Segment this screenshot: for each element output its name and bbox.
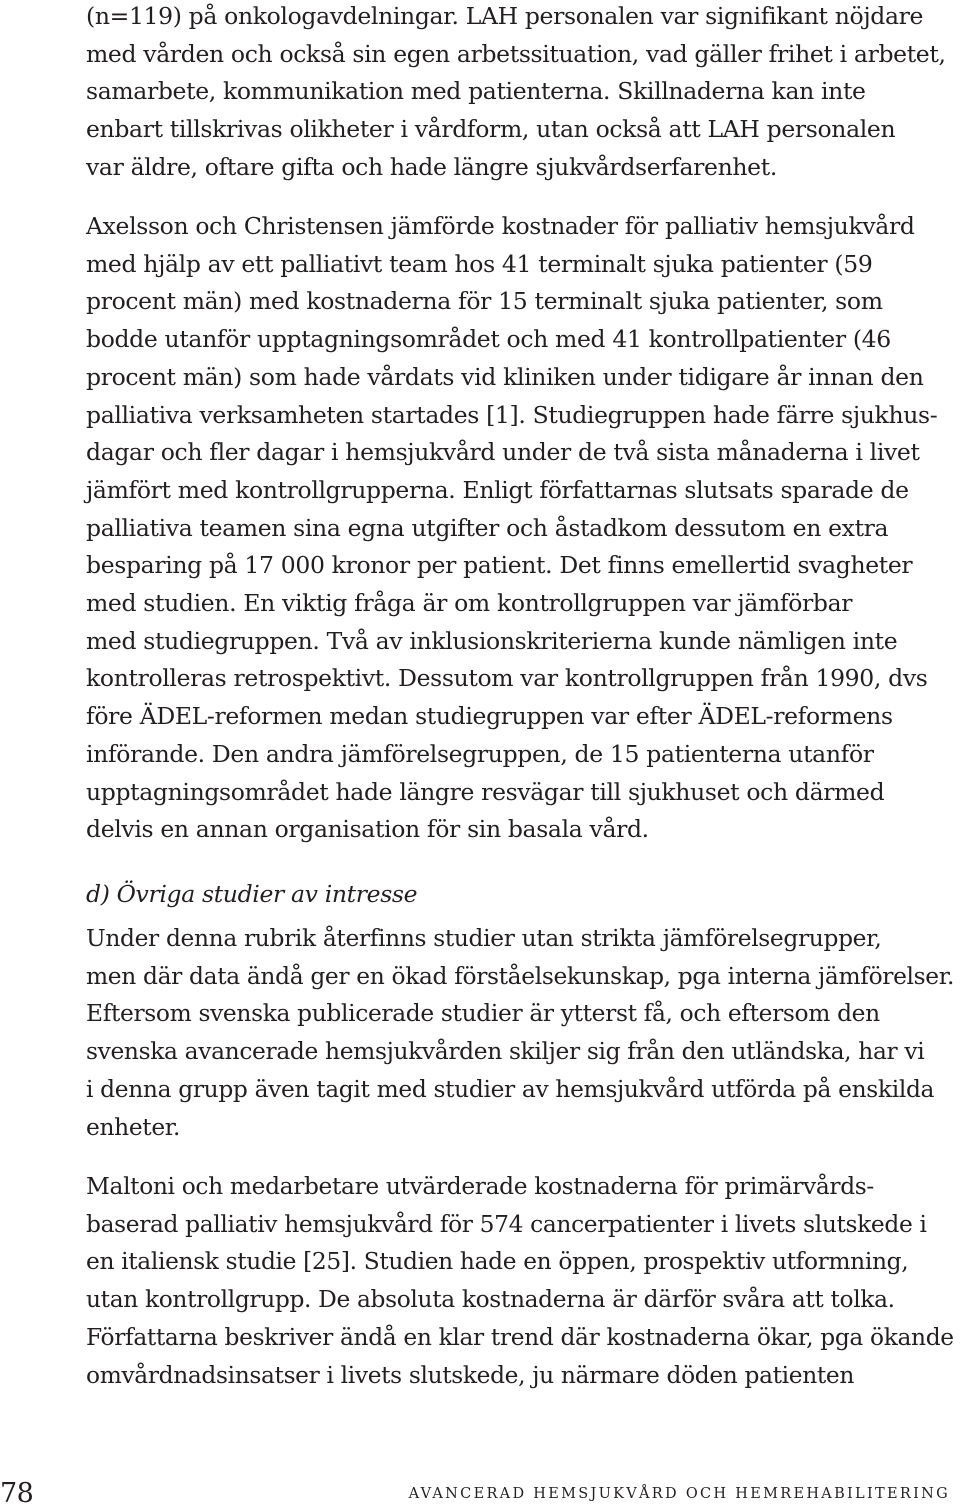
text-line: införande. Den andra jämförelsegruppen, de 15 patienterna utanför bbox=[86, 739, 874, 768]
text-line: med vården och också sin egen arbetssituation, vad gäller frihet i arbetet, bbox=[86, 39, 946, 68]
running-title: AVANCERAD HEMSJUKVÅRD OCH HEMREHABILITERING bbox=[408, 1486, 950, 1502]
text-line: Maltoni och medarbetare utvärderade kostnaderna för primärvårds- bbox=[86, 1172, 874, 1200]
text-line: jämfört med kontrollgrupperna. Enligt författarnas slutsats sparade de bbox=[86, 475, 909, 504]
text-line: procent män) som hade vårdats vid kliniken under tidigare år innan den bbox=[86, 362, 924, 391]
text-line: Författarna beskriver ändå en klar trend där kostnaderna ökar, pga ökande bbox=[86, 1322, 954, 1351]
page-number: 78 bbox=[0, 1478, 34, 1509]
text-line: palliativa verksamheten startades [1]. Studiegruppen hade färre sjukhus- bbox=[86, 400, 938, 429]
text-line: i denna grupp även tagit med studier av hemsjukvård utförda på enskilda bbox=[86, 1074, 935, 1103]
text-line: samarbete, kommunikation med patienterna. Skillnaderna kan inte bbox=[86, 77, 866, 106]
text-line: med studien. En viktig fråga är om kontrollgruppen var jämförbar bbox=[86, 589, 853, 618]
paragraph-ovriga bbox=[86, 920, 960, 1146]
text-line: Under denna rubrik återfinns studier utan strikta jämförelsegrupper, bbox=[86, 924, 882, 952]
text-line: enbart tillskrivas olikheter i vårdform, utan också att LAH personalen bbox=[86, 115, 896, 144]
text-line: bodde utanför upptagningsområdet och med 41 kontrollpatienter (46 bbox=[86, 325, 891, 354]
text-line: dagar och fler dagar i hemsjukvård under de två sista månaderna i livet bbox=[86, 438, 920, 467]
paragraph-axelsson bbox=[86, 208, 937, 849]
text-line: en italiensk studie [25]. Studien hade en öppen, prospektiv utformning, bbox=[86, 1247, 909, 1276]
text-line: (n=119) på onkologavdelningar. LAH personalen var signifikant nöjdare bbox=[86, 2, 924, 30]
text-line: procent män) med kostnaderna för 15 terminalt sjuka patienter, som bbox=[86, 287, 883, 316]
text-line: kontrolleras retrospektivt. Dessutom var kontrollgruppen från 1990, dvs bbox=[86, 664, 928, 693]
text-line: med hjälp av ett palliativt team hos 41 terminalt sjuka patienter (59 bbox=[86, 249, 873, 278]
text-line: Eftersom svenska publicerade studier är ytterst få, och eftersom den bbox=[86, 999, 880, 1028]
text-line: med studiegruppen. Två av inklusionskriterierna kunde nämligen inte bbox=[86, 626, 898, 655]
paragraph-maltoni bbox=[86, 1168, 960, 1394]
text-line: omvårdnadsinsatser i livets slutskede, ju närmare döden patienten bbox=[86, 1360, 855, 1389]
text-line: upptagningsområdet hade längre resvägar till sjukhuset och därmed bbox=[86, 777, 885, 806]
text-line: svenska avancerade hemsjukvården skiljer sig från den utländska, har vi bbox=[86, 1037, 925, 1066]
paragraph-onkolog bbox=[86, 0, 946, 187]
text-line: delvis en annan organisation för sin basala vård. bbox=[86, 815, 649, 844]
text-line: besparing på 17 000 kronor per patient. Det finns emellertid svagheter bbox=[86, 551, 913, 580]
text-line: var äldre, oftare gifta och hade längre sjukvårdserfarenhet. bbox=[86, 152, 777, 181]
text-line: Axelsson och Christensen jämförde kostnader för palliativ hemsjukvård bbox=[86, 212, 915, 240]
text-line: men där data ändå ger en ökad förståelsekunskap, pga interna jämförelser. bbox=[86, 961, 955, 990]
section-heading: d) Övriga studier av intresse bbox=[86, 880, 418, 908]
text-line: utan kontrollgrupp. De absoluta kostnaderna är därför svåra att tolka. bbox=[86, 1285, 895, 1314]
text-line: enheter. bbox=[86, 1112, 181, 1141]
text-line: före ÄDEL-reformen medan studiegruppen var efter ÄDEL-reformens bbox=[86, 702, 893, 731]
text-line: baserad palliativ hemsjukvård för 574 cancerpatienter i livets slutskede i bbox=[86, 1209, 927, 1238]
text-line: palliativa teamen sina egna utgifter och åstadkom dessutom en extra bbox=[86, 513, 889, 542]
